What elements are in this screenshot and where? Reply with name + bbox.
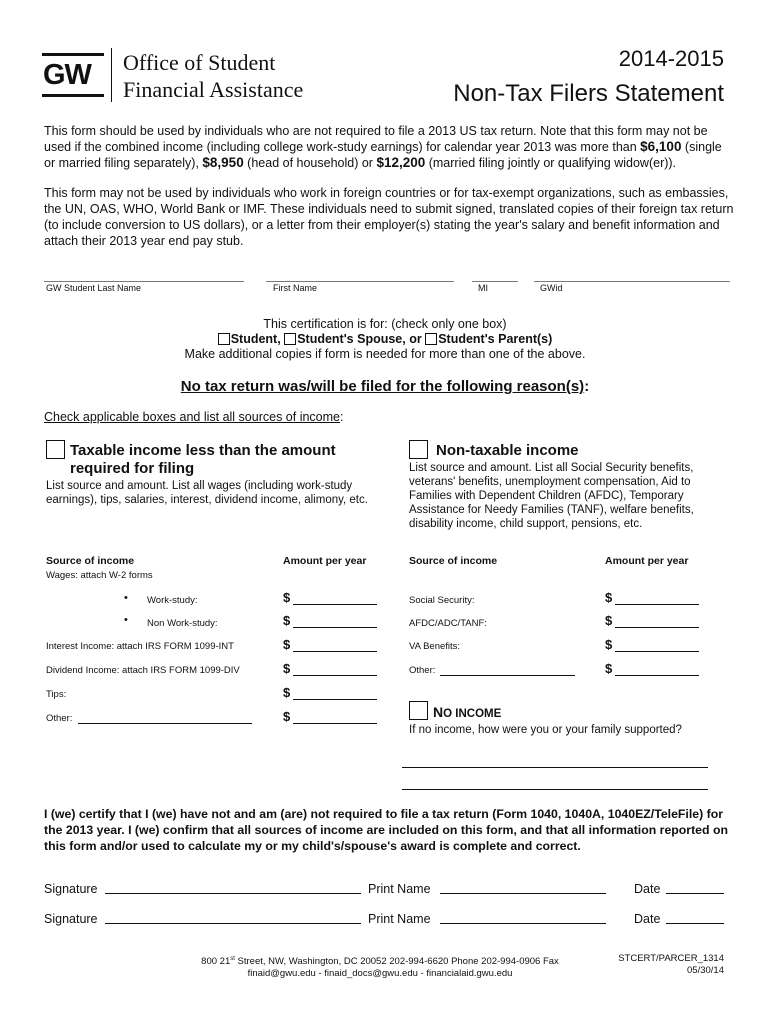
first-name-label: First Name xyxy=(273,283,318,293)
social-security-dollar: $ xyxy=(605,590,613,605)
print-name-label-2: Print Name xyxy=(368,912,431,926)
date-label-2: Date xyxy=(634,912,661,926)
parent-checkbox[interactable] xyxy=(425,333,437,345)
work-study-dollar: $ xyxy=(283,590,291,605)
form-title: Non-Tax Filers Statement xyxy=(453,80,724,107)
no-income-title: NO INCOME xyxy=(433,704,502,720)
taxable-other-source-field[interactable] xyxy=(78,723,252,724)
spouse-option-label: Student's Spouse, or xyxy=(297,332,422,346)
first-name-field[interactable] xyxy=(266,281,454,282)
work-study-bullet: • xyxy=(124,592,128,604)
taxable-income-description: List source and amount. List all wages (including work-study earnings), tips, salaries, interest, dividend income, alimony, etc. xyxy=(46,480,368,506)
taxable-income-checkbox[interactable] xyxy=(46,440,65,459)
gw-logo xyxy=(42,50,104,102)
afdc-dollar: $ xyxy=(605,613,613,628)
tips-label: Tips: xyxy=(46,689,67,700)
intro-paragraph-2: This form may not be used by individuals who work in foreign countries or for tax-exempt organizations, such as embassies, the UN, OAS, WHO, World Bank or IMF. These individuals need to submit signed, translated copies of their foreign tax return (to include conversion to US dollars), or a letter from their employer(s) stating the year's salary and benefit information and attach their 2013 year end pay stub. xyxy=(44,186,734,248)
tips-dollar: $ xyxy=(283,685,291,700)
tips-amount-field[interactable] xyxy=(293,699,377,700)
office-name-line1: Office of Student xyxy=(123,50,276,75)
parent-option-label: Student's Parent(s) xyxy=(438,332,553,346)
footer-form-code: STCERT/PARCER_1314 05/30/14 xyxy=(618,953,724,976)
check-instructions: Check applicable boxes and list all sources of income: xyxy=(44,410,344,424)
afdc-amount-field[interactable] xyxy=(615,627,699,628)
non-work-study-dollar: $ xyxy=(283,613,291,628)
student-checkbox[interactable] xyxy=(218,333,230,345)
intro-paragraph-1: This form should be used by individuals who are not required to file a 2013 US tax return. Note that this form may not be used if the combined income (including college work-study earnings) for calendar year 2013 was more than $6,100 (single or married filing separately), $8,950 (head of household) or $12,200 (married filing jointly or qualifying widow(er)). xyxy=(44,124,722,170)
dividend-amount-field[interactable] xyxy=(293,675,377,676)
student-option-label: Student, xyxy=(230,332,281,346)
taxable-other-amount-field[interactable] xyxy=(293,723,377,724)
taxable-income-title-line2: required for filing xyxy=(70,460,195,477)
dividend-dollar: $ xyxy=(283,661,291,676)
spouse-checkbox[interactable] xyxy=(284,333,296,345)
print-name-field-1[interactable] xyxy=(440,893,606,894)
nontaxable-income-title: Non-taxable income xyxy=(436,442,579,459)
wages-note: Wages: attach W-2 forms xyxy=(46,570,153,581)
signature-label-2: Signature xyxy=(44,912,98,926)
taxable-amount-header: Amount per year xyxy=(283,555,367,567)
non-work-study-amount-field[interactable] xyxy=(293,627,377,628)
taxable-other-dollar: $ xyxy=(283,709,291,724)
non-work-study-label: Non Work-study: xyxy=(147,618,218,629)
taxable-source-header: Source of income xyxy=(46,555,135,567)
award-year: 2014-2015 xyxy=(618,46,724,71)
nontaxable-other-source-field[interactable] xyxy=(440,675,575,676)
interest-dollar: $ xyxy=(283,637,291,652)
date-field-1[interactable] xyxy=(666,893,724,894)
gwid-field[interactable] xyxy=(534,281,730,282)
footer-address: 800 21st Street, NW, Washington, DC 20052 202-994-6620 Phone 202-994-0906 Fax finaid@gwu.edu - finaid_docs@gwu.edu - financialaid.gwu.edu xyxy=(160,953,600,980)
signature-label-1: Signature xyxy=(44,882,98,896)
va-dollar: $ xyxy=(605,637,613,652)
gw-logo-text: GW xyxy=(43,59,91,91)
no-income-answer-line1[interactable] xyxy=(402,767,708,768)
print-name-field-2[interactable] xyxy=(440,923,606,924)
print-name-label-1: Print Name xyxy=(368,882,431,896)
social-security-label: Social Security: xyxy=(409,595,475,606)
certification-statement: I (we) certify that I (we) have not and am (are) not required to file a tax return (Form 1040, 1040A, 1040EZ/TeleFile) for the 2013 year. I (we) confirm that all sources of income are included on this form, and that all information reported on this form and/or used to calculate my or my child's/spouse's award is complete and correct. xyxy=(44,807,728,853)
nontaxable-income-checkbox[interactable] xyxy=(409,440,428,459)
work-study-amount-field[interactable] xyxy=(293,604,377,605)
signature-field-1[interactable] xyxy=(105,893,361,894)
footer-form-date: 05/30/14 xyxy=(687,965,724,976)
signature-field-2[interactable] xyxy=(105,923,361,924)
work-study-label: Work-study: xyxy=(147,595,198,606)
mi-label: MI xyxy=(478,283,488,293)
footer-emails: finaid@gwu.edu - finaid_docs@gwu.edu - financialaid.gwu.edu xyxy=(247,968,513,980)
nontaxable-other-amount-field[interactable] xyxy=(615,675,699,676)
interest-amount-field[interactable] xyxy=(293,651,377,652)
afdc-label: AFDC/ADC/TANF: xyxy=(409,618,487,629)
non-work-study-bullet: • xyxy=(124,614,128,626)
nontaxable-amount-header: Amount per year xyxy=(605,555,689,567)
no-income-checkbox[interactable] xyxy=(409,701,428,720)
certification-intro: This certification is for: (check only one box) xyxy=(263,317,507,331)
nontaxable-other-dollar: $ xyxy=(605,661,613,676)
no-income-answer-line2[interactable] xyxy=(402,789,708,790)
certification-options xyxy=(0,332,770,346)
last-name-label: GW Student Last Name xyxy=(46,283,142,293)
mi-field[interactable] xyxy=(472,281,518,282)
reason-heading: No tax return was/will be filed for the following reason(s): xyxy=(180,378,590,395)
taxable-income-title-line1: Taxable income less than the amount xyxy=(70,442,336,459)
no-income-question: If no income, how were you or your family supported? xyxy=(409,724,682,736)
date-field-2[interactable] xyxy=(666,923,724,924)
va-benefits-label: VA Benefits: xyxy=(409,641,461,652)
nontaxable-income-description: List source and amount. List all Social Security benefits, veterans' benefits, unemployment compensation, Aid to Families with Dependent Children (AFDC), Temporary Assistance for Needy Families (TANF), welfare benefits, disability income, child support, pensions, etc. xyxy=(409,462,694,530)
additional-copies-note: Make additional copies if form is needed for more than one of the above. xyxy=(184,347,586,361)
date-label-1: Date xyxy=(634,882,661,896)
social-security-amount-field[interactable] xyxy=(615,604,699,605)
interest-income-label: Interest Income: attach IRS FORM 1099-INT xyxy=(46,641,234,652)
nontaxable-other-label: Other: xyxy=(409,665,436,676)
gwid-label: GWid xyxy=(540,283,563,293)
logo-divider xyxy=(111,48,112,102)
nontaxable-source-header: Source of income xyxy=(409,555,498,567)
last-name-field[interactable] xyxy=(44,281,244,282)
va-amount-field[interactable] xyxy=(615,651,699,652)
taxable-other-label: Other: xyxy=(46,713,73,724)
office-name-line2: Financial Assistance xyxy=(123,77,304,102)
dividend-income-label: Dividend Income: attach IRS FORM 1099-DIV xyxy=(46,665,240,676)
